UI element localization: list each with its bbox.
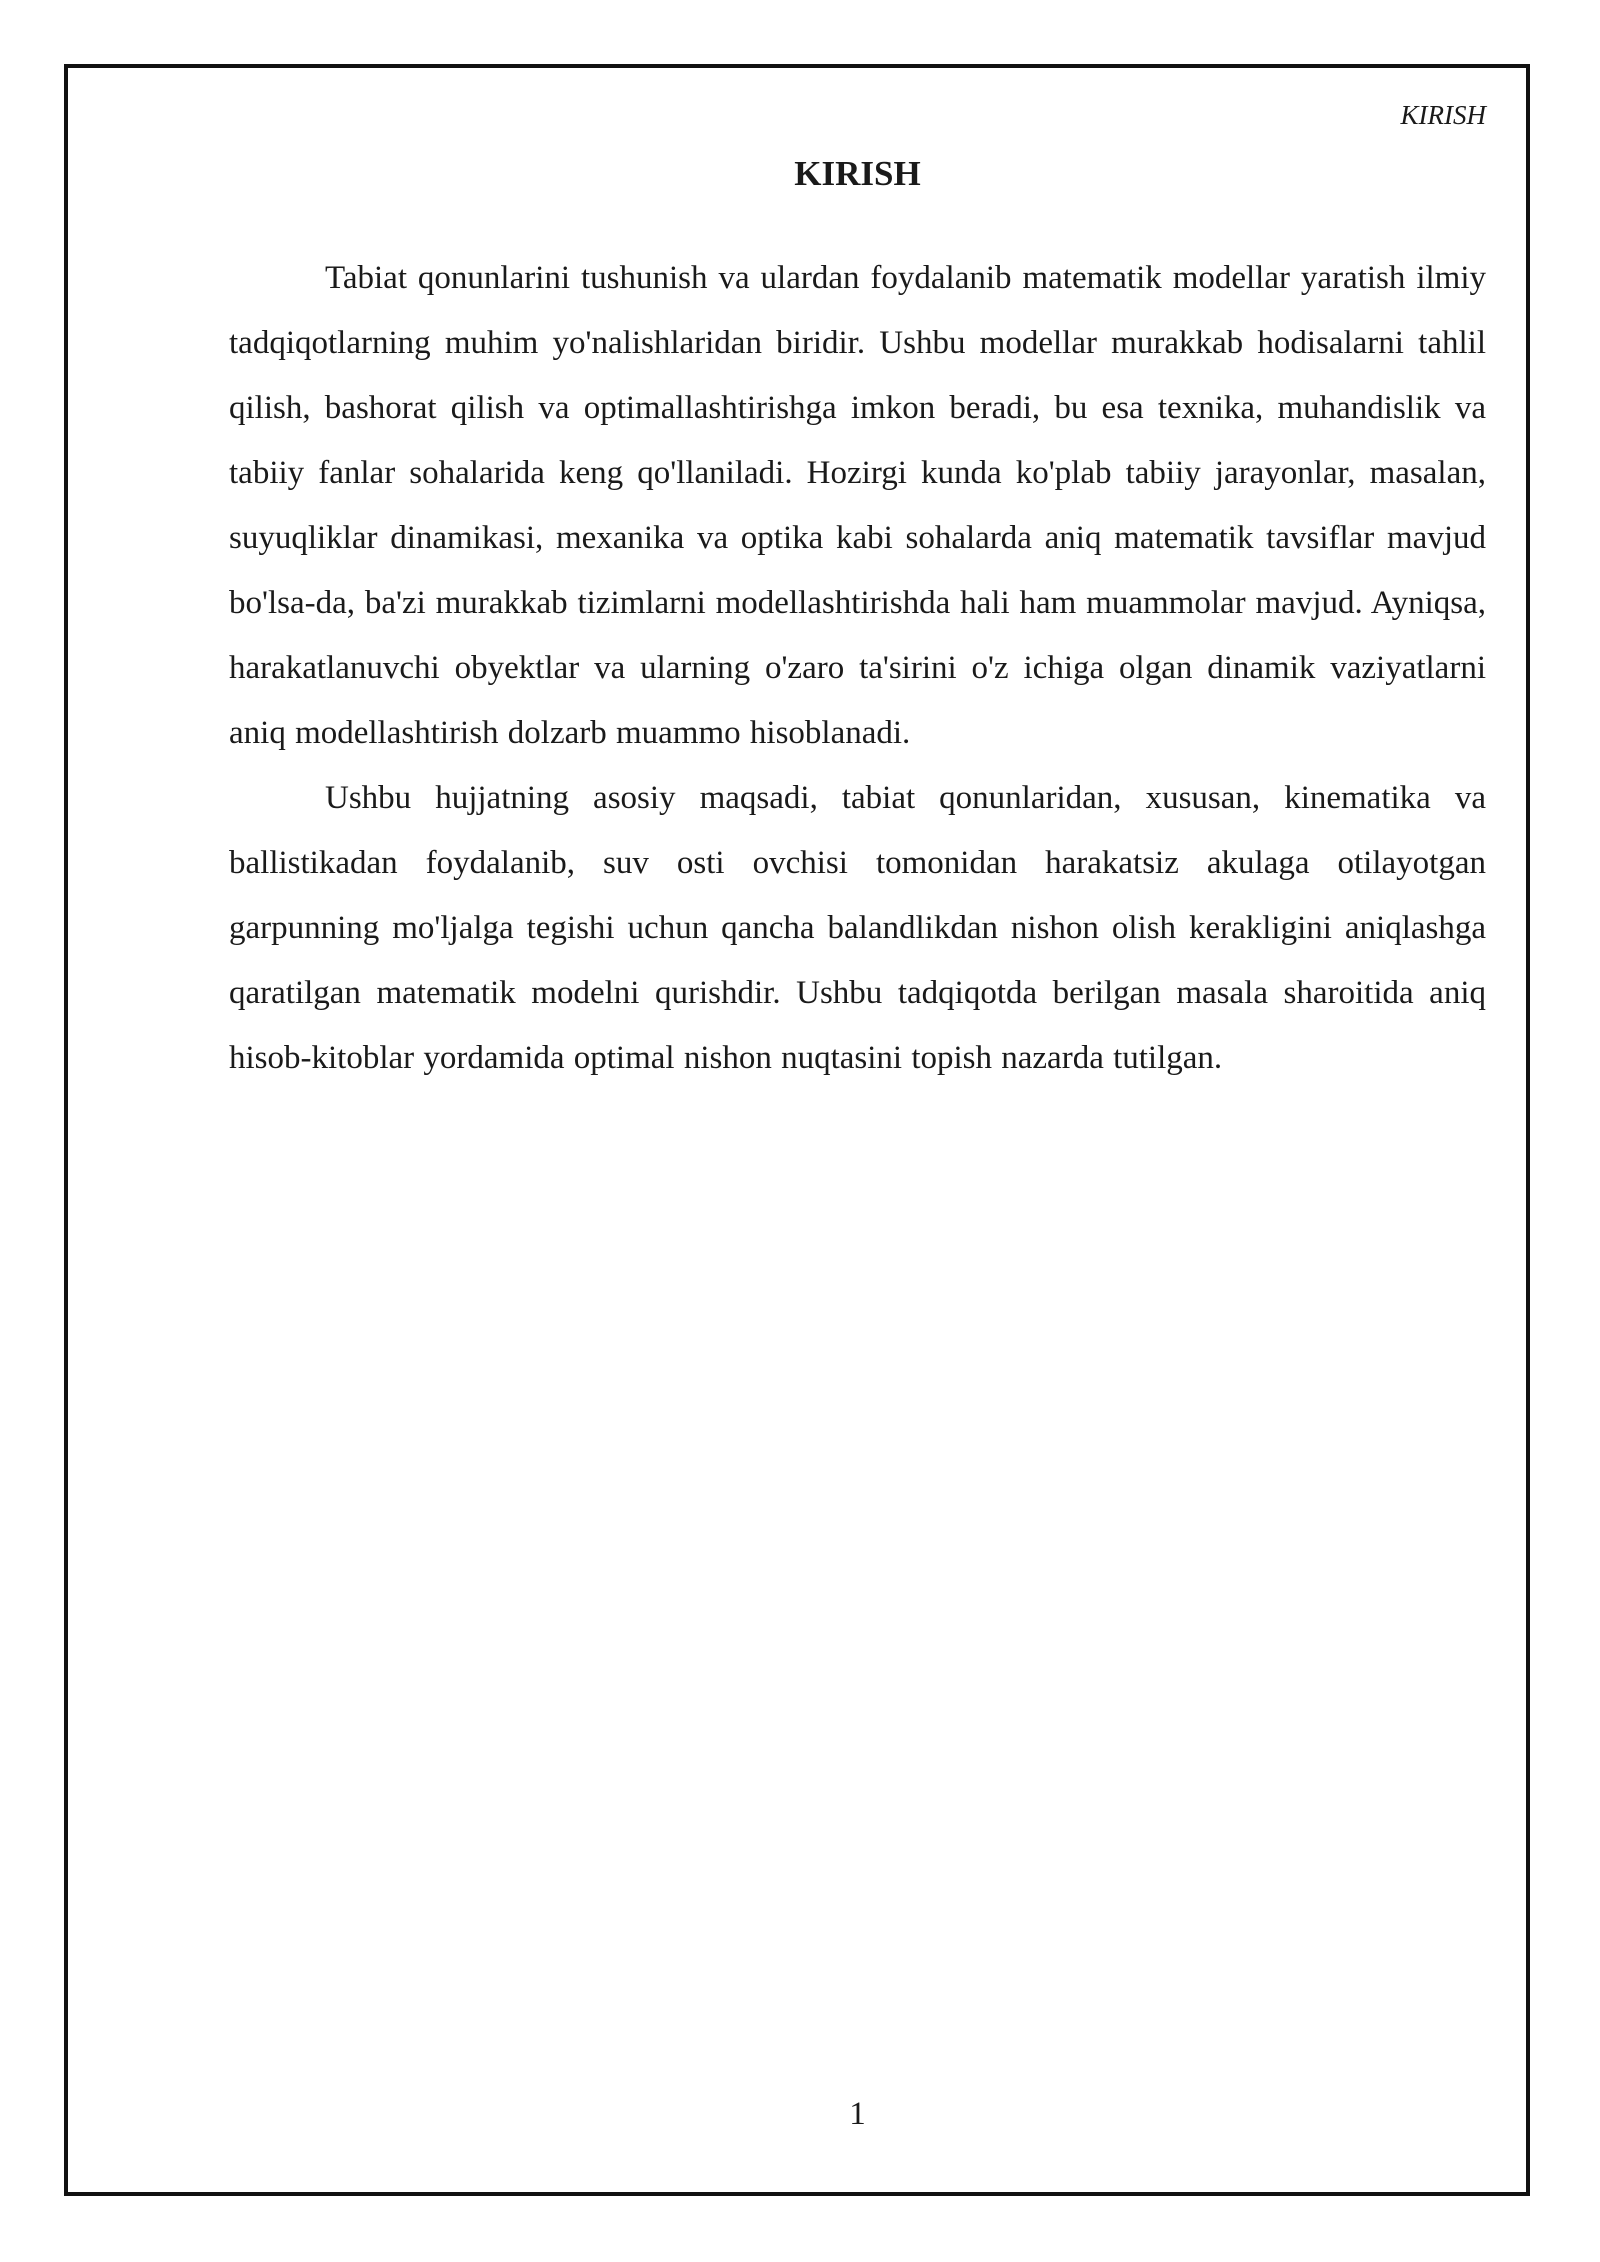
body-text <box>229 246 1486 1091</box>
running-header: KIRISH <box>1400 100 1486 130</box>
paragraph-introduction: Tabiat qonunlarini tushunish va ulardan foydalanib matematik modellar yaratish ilmiy tadqiqotlarning muhim yo'nalishlaridan biridir. Ushbu modellar murakkab hodisalarni tahlil qilish, bashorat qilish va optimallashtirishga imkon beradi, bu esa texnika, muhandislik va tabiiy fanlar sohalarida keng qo'llaniladi. Hozirgi kunda ko'plab tabiiy jarayonlar, masalan, suyuqliklar dinamikasi, mexanika va optika kabi sohalarda aniq matematik tavsiflar mavjud bo'lsa-da, ba'zi murakkab tizimlarni modellashtirishda hali ham muammolar mavjud. Ayniqsa, harakatlanuvchi obyektlar va ularning o'zaro ta'sirini o'z ichiga olgan dinamik vaziyatlarni aniq modellashtirish dolzarb muammo hisoblanadi. <box>229 260 1486 751</box>
paragraph-purpose: Ushbu hujjatning asosiy maqsadi, tabiat qonunlaridan, xususan, kinematika va ballistikadan foydalanib, suv osti ovchisi tomonidan harakatsiz akulaga otilayotgan garpunning mo'ljalga tegishi uchun qancha balandlikdan nishon olish kerakligini aniqlashga qaratilgan matematik modelni qurishdir. Ushbu tadqiqotda berilgan masala sharoitida aniq hisob-kitoblar yordamida optimal nishon nuqtasini topish nazarda tutilgan. <box>229 780 1486 1076</box>
page-number: 1 <box>849 2096 866 2132</box>
page-title: KIRISH <box>794 154 921 193</box>
